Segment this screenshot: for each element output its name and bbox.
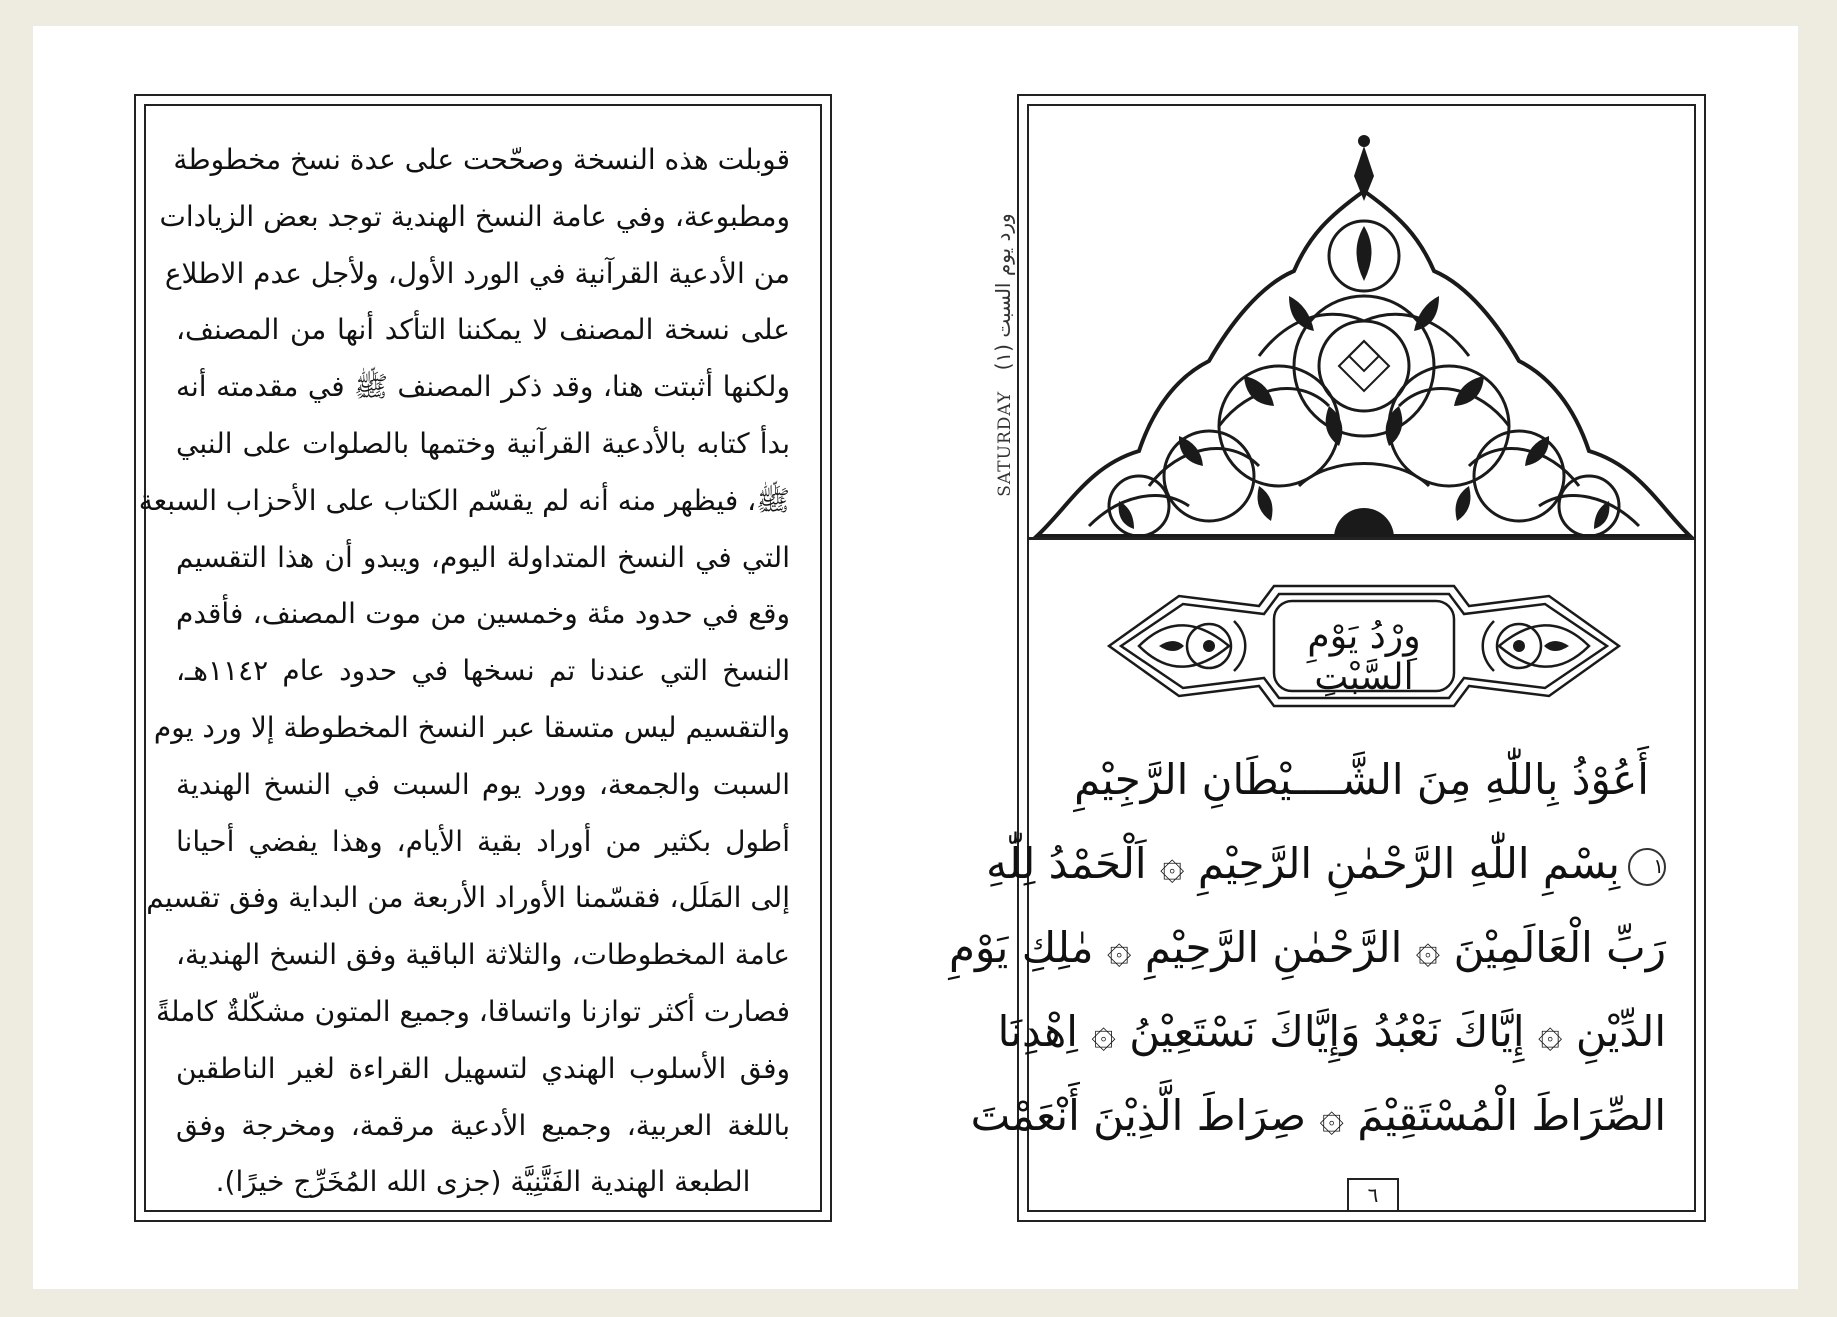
- isti-adha-line: أَعُوْذُ بِاللّٰهِ مِنَ الشَّــــيْطَانِ الرَّجِيْمِ: [1074, 755, 1649, 804]
- text-line: التي في النسخ المتداولة اليوم، ويبدو أن هذا التقسيم: [176, 540, 790, 574]
- text-line: والتقسيم ليس متسقا عبر النسخ المخطوطة إلا ورد يوم: [153, 710, 790, 744]
- text-line: من الأدعية القرآنية في الورد الأول، ولأجل عدم الاطلاع: [164, 256, 790, 290]
- text-line: بدأ كتابه بالأدعية القرآنية وختمها بالصلوات على النبي: [176, 426, 790, 460]
- text-line: قوبلت هذه النسخة وصحّحت على عدة نسخ مخطوطة: [173, 143, 790, 176]
- running-head-arabic: ورد يوم السبت (١): [991, 213, 1015, 371]
- verse-line: رَبِّ الْعَالَمِيْنَ ۞ الرَّحْمٰنِ الرَّحِيْمِ ۞ مٰلِكِ يَوْمِ: [948, 923, 1666, 972]
- page-number: ٦: [1347, 1178, 1399, 1212]
- text-line: الطبعة الهندية الفَتَّنِيَّة (جزى الله المُخَرِّج خيرًا).: [215, 1165, 751, 1199]
- text-line: وقع في حدود مئة وخمسين من موت المصنف، فأقدم: [176, 597, 790, 631]
- verse-line: الصِّرَاطَ الْمُسْتَقِيْمَ ۞ صِرَاطَ الَّذِيْنَ أَنْعَمْتَ: [970, 1091, 1666, 1140]
- text-line: السبت والجمعة، وورد يوم السبت في النسخ الهندية: [176, 767, 790, 801]
- arabesque-header-ornament: [1029, 106, 1698, 546]
- left-page-frame: [134, 94, 832, 1222]
- running-head-english: SATURDAY: [995, 390, 1015, 497]
- text-line: ولكنها أثبتت هنا، وقد ذكر المصنف ﷺ في مقدمته أنه: [176, 370, 790, 404]
- verse-number-medallion: ١: [1628, 848, 1666, 886]
- ornament-divider-line: [1029, 537, 1694, 540]
- section-title: وِرْدُ يَوْمِ السَّبْتِ: [1307, 616, 1421, 698]
- verse-line: الدِّيْنِ ۞ إِيَّاكَ نَعْبُدُ وَإِيَّاكَ نَسْتَعِيْنُ ۞ اِهْدِنَا: [997, 1007, 1666, 1056]
- text-line: على نسخة المصنف لا يمكننا التأكد أنها من المصنف،: [176, 313, 790, 347]
- text-line: باللغة العربية، وجميع الأدعية مرقمة، ومخرجة وفق: [176, 1108, 790, 1142]
- verse-line: [986, 822, 1666, 906]
- text-line: أطول بكثير من أوراد بقية الأيام، وهذا يفضي أحيانا: [176, 824, 790, 858]
- text-line: عامة المخطوطات، والثلاثة الباقية وفق النسخ الهندية،: [176, 938, 790, 972]
- text-line: النسخ التي عندنا تم نسخها في حدود عام ١١٤٢هـ،: [176, 654, 790, 688]
- left-page-text: [138, 132, 790, 1211]
- text-line: ومطبوعة، وفي عامة النسخ الهندية توجد بعض الزيادات: [159, 199, 790, 233]
- quran-text-block: [948, 738, 1666, 1158]
- verse-line-text: بِسْمِ اللّٰهِ الرَّحْمٰنِ الرَّحِيْمِ ۞ اَلْحَمْدُ لِلّٰهِ: [986, 839, 1620, 888]
- text-line: ﷺ، فيظهر منه أنه لم يقسّم الكتاب على الأحزاب السبعة: [138, 483, 790, 517]
- text-line: فصارت أكثر توازنا واتساقا، وجميع المتون مشكّلةٌ كاملةً: [155, 994, 790, 1028]
- text-line: وفق الأسلوب الهندي لتسهيل القراءة لغير الناطقين: [176, 1051, 790, 1085]
- text-line: إلى المَلَل، فقسّمنا الأوراد الأربعة من البداية وفق تقسيم: [146, 881, 790, 915]
